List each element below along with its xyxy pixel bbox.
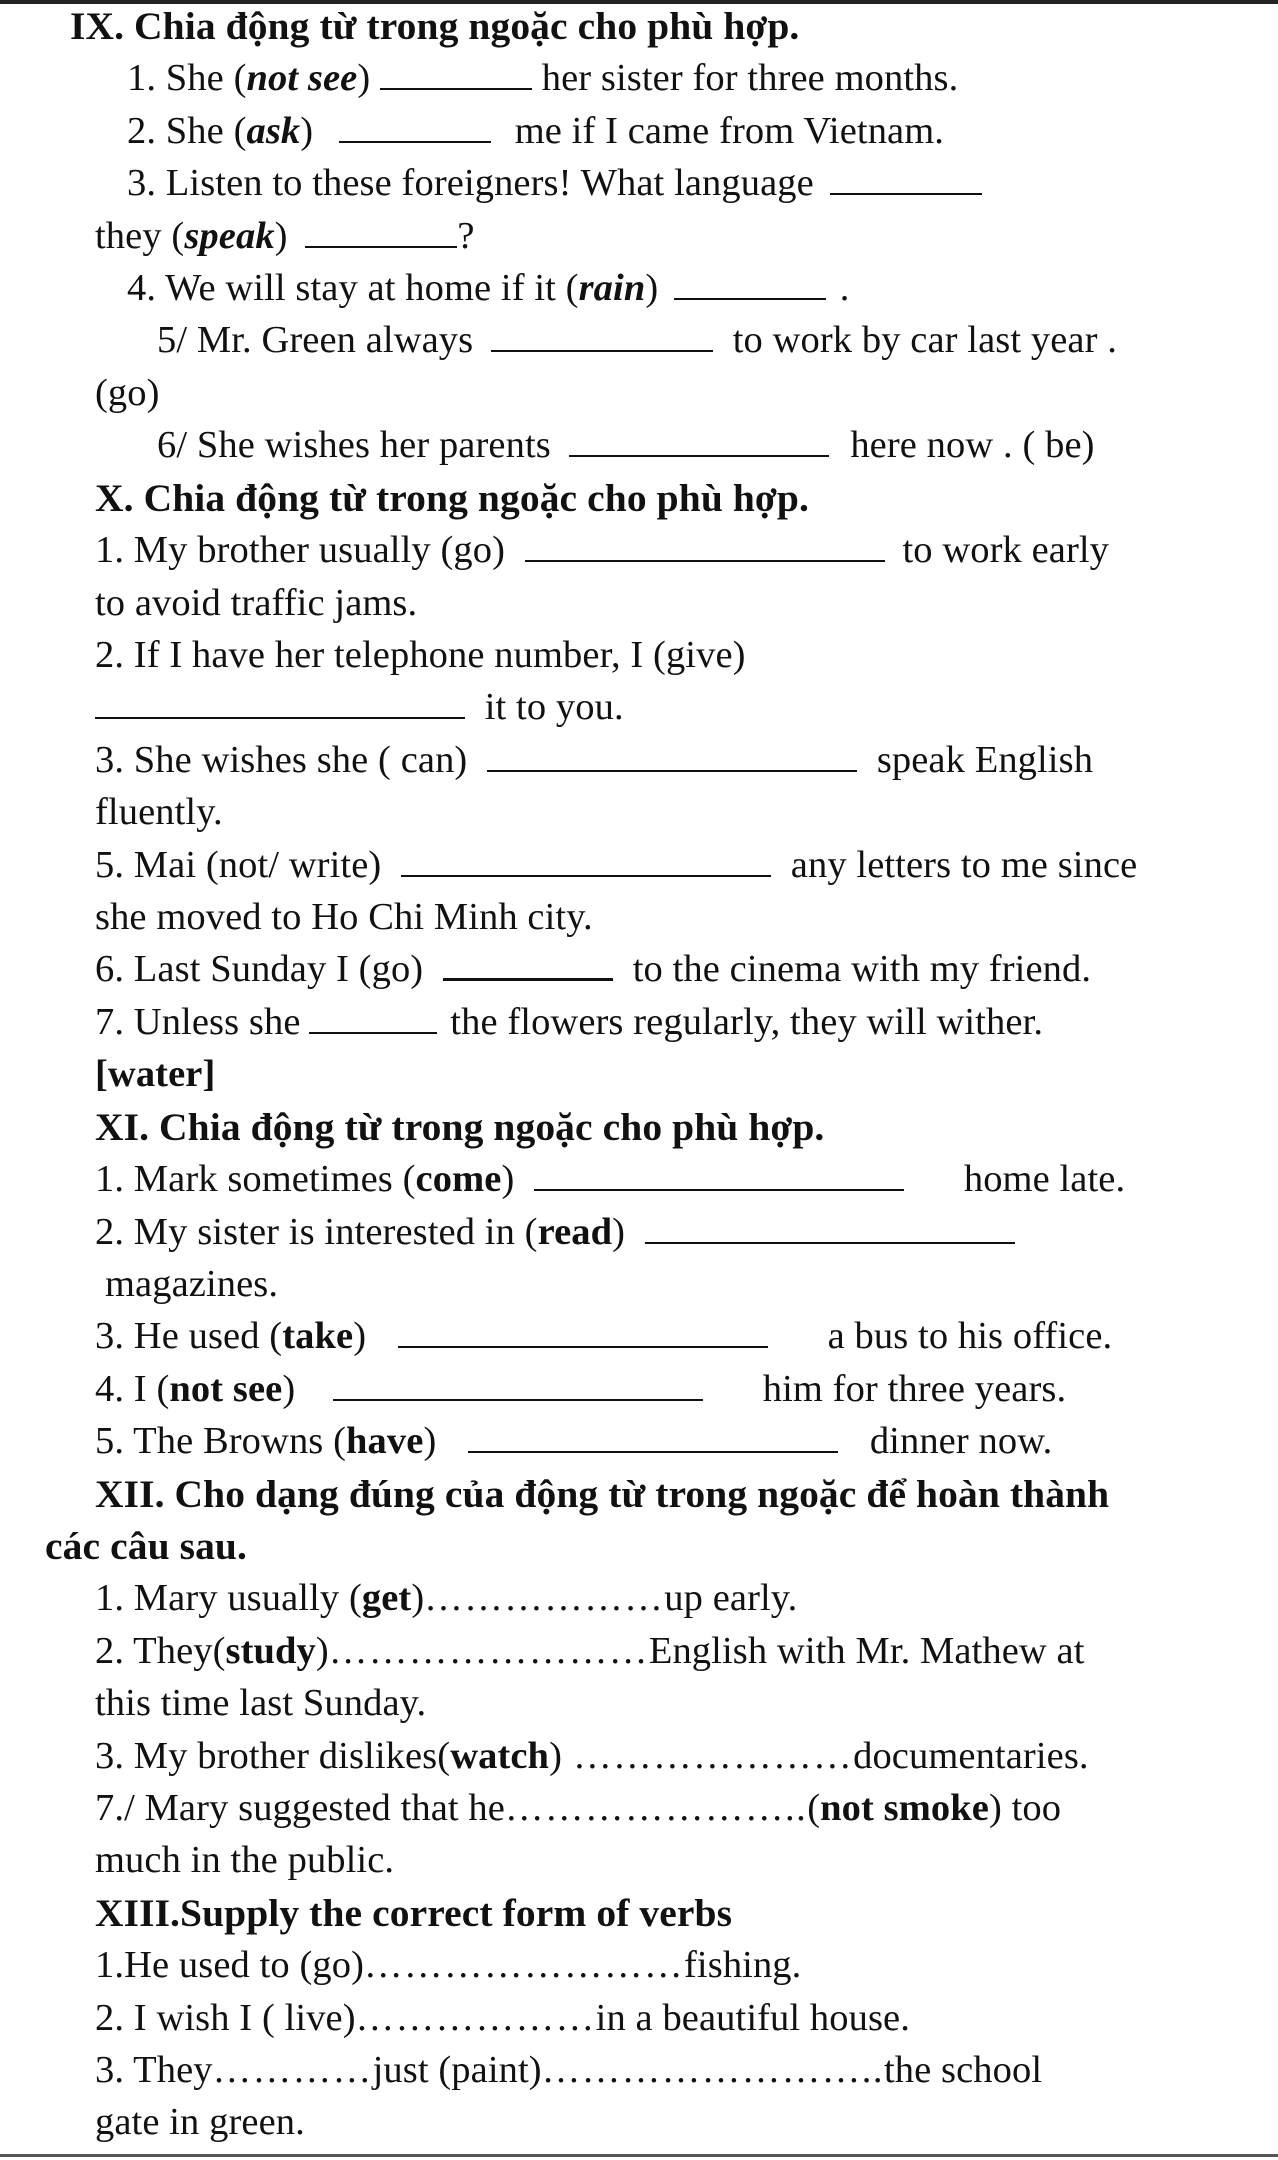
bottom-border-line (0, 2154, 1278, 2157)
answer-blank[interactable] (401, 843, 771, 877)
ix-item-3-cont: they (speak) ? (95, 215, 475, 257)
x-item-1-cont: to avoid traffic jams. (95, 582, 418, 624)
x-item-2: 2. If I have her telephone number, I (give) (95, 634, 746, 676)
ix-item-5-cont: (go) (95, 372, 160, 414)
ix-item-1: 1. She (not see) her sister for three months. (127, 57, 959, 99)
section-xiii-heading: XIII.Supply the correct form of verbs (95, 1891, 733, 1935)
ix-item-2: 2. She (ask) me if I came from Vietnam. (127, 110, 945, 152)
x-item-1: 1. My brother usually (go) to work early (95, 529, 1110, 571)
x-item-5-cont: she moved to Ho Chi Minh city. (95, 896, 593, 938)
x-item-2-cont: it to you. (95, 681, 624, 733)
section-xii-heading: XII. Cho dạng đúng của động từ trong ngoặc để hoàn thành (95, 1472, 1110, 1516)
answer-dots[interactable]: ……………… (355, 1997, 596, 2039)
answer-blank[interactable] (645, 1210, 1015, 1244)
xii-item-7-cont: much in the public. (95, 1839, 395, 1881)
answer-blank[interactable] (95, 685, 465, 719)
xi-item-3: 3. He used (take) a bus to his office. (95, 1315, 1113, 1357)
xiii-item-1: 1.He used to (go)……………………fishing. (95, 1944, 802, 1986)
x-item-7-hint: [water] (95, 1053, 216, 1095)
xii-item-3: 3. My brother dislikes(watch) …………………documentaries. (95, 1735, 1089, 1777)
xii-item-7: 7./ Mary suggested that he…………………..(not smoke) too (95, 1787, 1062, 1829)
xii-item-2: 2. They(study)……………………English with Mr. Mathew at (95, 1630, 1085, 1672)
xi-item-2-cont: magazines. (105, 1263, 279, 1305)
answer-blank[interactable] (380, 56, 532, 90)
answer-blank[interactable] (309, 1000, 437, 1034)
answer-dots[interactable]: ………………….. (504, 1787, 808, 1829)
xii-item-2-cont: this time last Sunday. (95, 1682, 427, 1724)
x-item-6: 6. Last Sunday I (go) to the cinema with my friend. (95, 948, 1092, 990)
xiii-item-3-cont: gate in green. (95, 2101, 305, 2143)
ix-item-3: 3. Listen to these foreigners! What language (127, 157, 982, 209)
answer-dots[interactable]: ……………… (424, 1577, 665, 1619)
answer-blank[interactable] (491, 318, 713, 352)
answer-blank[interactable] (487, 738, 857, 772)
answer-blank[interactable] (468, 1419, 838, 1453)
answer-blank[interactable] (443, 946, 613, 981)
answer-blank[interactable] (830, 161, 982, 195)
x-item-3-cont: fluently. (95, 791, 223, 833)
answer-dots[interactable]: ………………… (561, 1735, 854, 1777)
ix-item-6: 6/ She wishes her parents here now . ( be) (157, 424, 1095, 466)
section-xi-heading: XI. Chia động từ trong ngoặc cho phù hợp. (95, 1105, 825, 1149)
xiii-item-2: 2. I wish I ( live)………………in a beautiful house. (95, 1997, 910, 2039)
answer-blank[interactable] (534, 1157, 904, 1191)
x-item-7: 7. Unless she the flowers regularly, they will wither. (95, 1001, 1044, 1043)
xi-item-5: 5. The Browns (have) dinner now. (95, 1420, 1053, 1462)
xi-item-1: 1. Mark sometimes (come) home late. (95, 1158, 1126, 1200)
xi-item-4: 4. I (not see) him for three years. (95, 1368, 1067, 1410)
x-item-5: 5. Mai (not/ write) any letters to me since (95, 844, 1138, 886)
answer-blank[interactable] (398, 1314, 768, 1348)
answer-dots[interactable]: ………… (212, 2049, 373, 2091)
xiii-item-3: 3. They…………just (paint)……………………..the school (95, 2049, 1043, 2091)
answer-blank[interactable] (339, 109, 491, 143)
xii-item-1: 1. Mary usually (get)………………up early. (95, 1577, 798, 1619)
ix-item-4: 4. We will stay at home if it (rain) . (127, 267, 850, 309)
section-xii-heading-cont: các câu sau. (45, 1524, 247, 1568)
answer-blank[interactable] (525, 528, 885, 562)
x-item-3: 3. She wishes she ( can) speak English (95, 739, 1094, 781)
answer-dots[interactable]: …………………….. (541, 2049, 884, 2091)
answer-dots[interactable]: …………………… (364, 1944, 685, 1986)
ix-item-5: 5/ Mr. Green always to work by car last year . (157, 319, 1117, 361)
xi-item-2: 2. My sister is interested in (read) (95, 1206, 1015, 1258)
answer-blank[interactable] (674, 266, 826, 300)
section-x-heading: X. Chia động từ trong ngoặc cho phù hợp. (95, 476, 809, 520)
answer-dots[interactable]: …………………… (328, 1630, 649, 1672)
answer-blank[interactable] (569, 423, 829, 457)
answer-blank[interactable] (305, 214, 457, 248)
section-ix-heading: IX. Chia động từ trong ngoặc cho phù hợp. (70, 4, 800, 48)
answer-blank[interactable] (333, 1367, 703, 1401)
